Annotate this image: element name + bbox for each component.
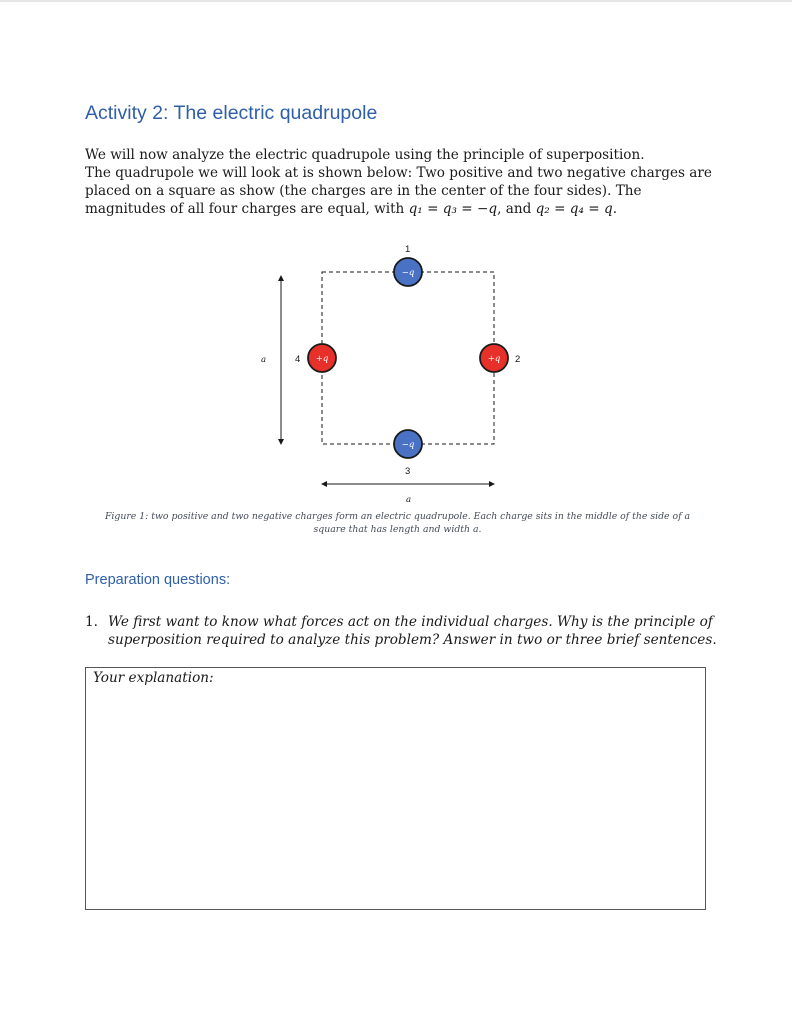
question-1 xyxy=(85,613,725,649)
charge-4-number: 4 xyxy=(295,354,301,365)
question-1-number: 1. xyxy=(85,614,98,630)
quadrupole-figure xyxy=(240,240,560,505)
charge-2-number: 2 xyxy=(515,354,521,365)
charge-4-label: +q xyxy=(315,354,329,364)
charge-3-label: −q xyxy=(401,440,415,450)
question-1-text: We first want to know what forces act on the individual charges. Why is the principle of superposition required to analyze this problem? Answer in two or three brief sentences. xyxy=(108,614,717,648)
charge-3-number: 3 xyxy=(405,466,411,477)
intro-paragraph xyxy=(85,146,725,218)
figure-caption xyxy=(85,510,710,536)
charge-2-label: +q xyxy=(487,354,501,364)
charge-relation-positive: q₂ = q₄ = q xyxy=(535,201,613,217)
activity-title: Activity 2: The electric quadrupole xyxy=(85,102,378,124)
quadrupole-diagram xyxy=(240,240,560,505)
charge-1-number: 1 xyxy=(405,244,411,255)
preparation-heading: Preparation questions: xyxy=(85,572,231,588)
vertical-side-label: a xyxy=(261,355,267,365)
intro-line-1: We will now analyze the electric quadrupole using the principle of superposition. xyxy=(85,147,645,163)
top-rule xyxy=(0,0,792,2)
intro-line-4-text: magnitudes of all four charges are equal, with xyxy=(85,201,409,217)
intro-line-4-mid: , and xyxy=(497,201,536,217)
horizontal-side-label: a xyxy=(406,495,412,505)
intro-line-2: The quadrupole we will look at is shown below: Two positive and two negative charges are xyxy=(85,165,712,181)
intro-line-4-end: . xyxy=(612,201,618,217)
answer-box[interactable] xyxy=(85,667,706,910)
caption-line-2: square that has length and width a. xyxy=(313,524,482,535)
square-outline xyxy=(322,272,494,444)
intro-line-3: placed on a square as show (the charges are in the center of the four sides). The xyxy=(85,183,642,199)
charge-relation-negative: q₁ = q₃ = −q xyxy=(408,201,498,217)
answer-label: Your explanation: xyxy=(93,670,214,686)
charge-1-label: −q xyxy=(401,268,415,278)
caption-line-1: Figure 1: two positive and two negative charges form an electric quadrupole. Each charge sits in the middle of the side of a xyxy=(104,511,691,522)
intro-line-4 xyxy=(85,200,725,218)
